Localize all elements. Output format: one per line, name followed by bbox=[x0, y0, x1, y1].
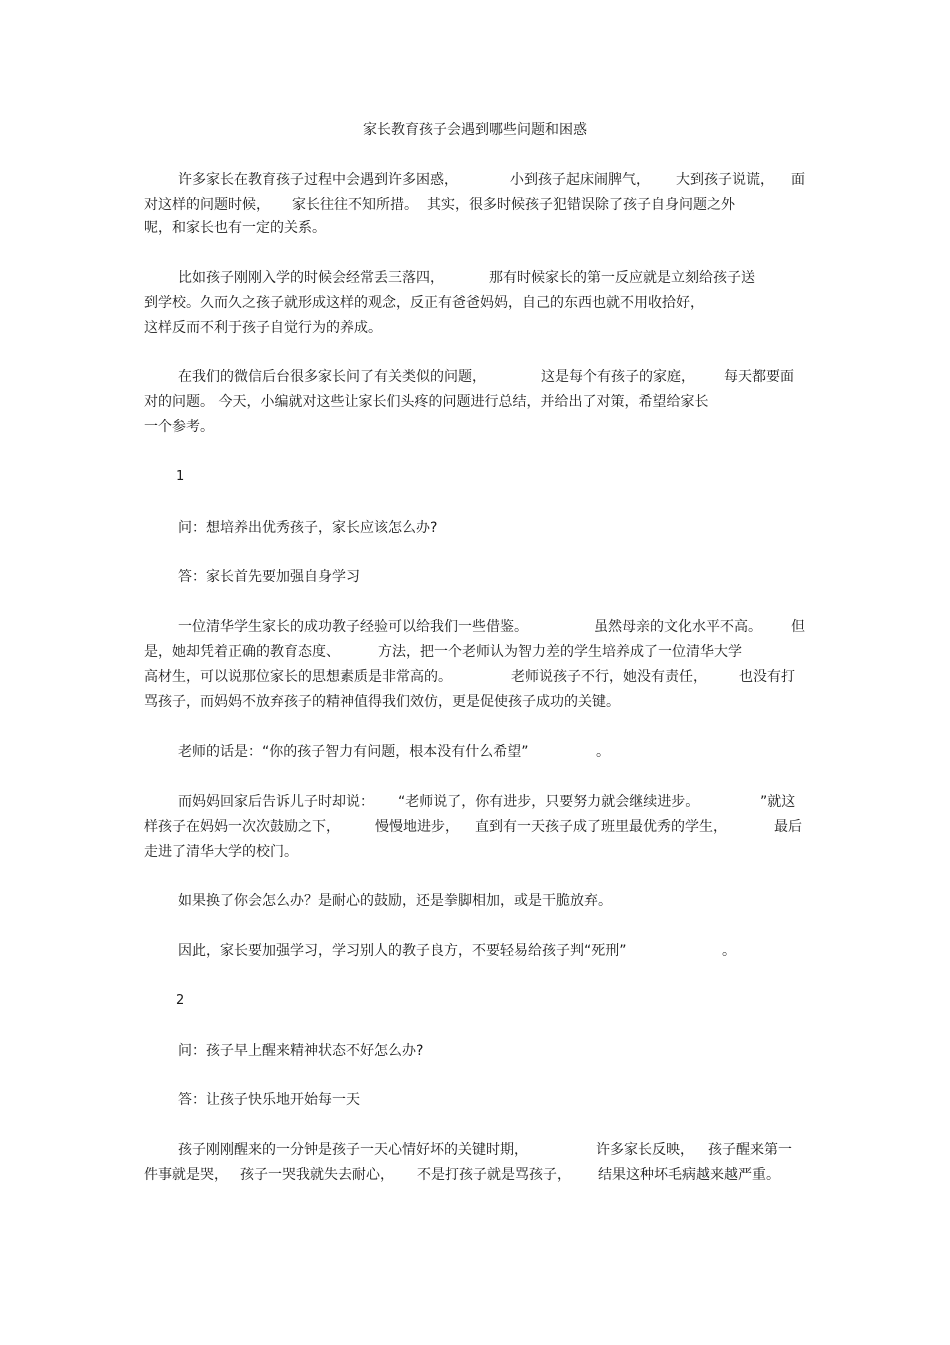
section-number: 2 bbox=[176, 993, 185, 1008]
text-line: 其实，很多时候孩子犯错误除了孩子自身问题之外 bbox=[427, 197, 735, 213]
text-line: ”就这 bbox=[760, 794, 796, 810]
paragraph-7: 如果换了你会怎么办？是耐心的鼓励，还是拳脚相加，或是干脆放弃。 bbox=[178, 893, 612, 909]
document-title: 家长教育孩子会遇到哪些问题和困惑 bbox=[363, 122, 587, 138]
text-line: 是，她却凭着正确的教育态度、 bbox=[144, 644, 340, 660]
text-line: 许多家长在教育孩子过程中会遇到许多困惑， bbox=[178, 172, 458, 188]
question: 问：想培养出优秀孩子，家长应该怎么办? bbox=[178, 520, 438, 536]
answer: 答：让孩子快乐地开始每一天 bbox=[178, 1092, 360, 1108]
text-line: 骂孩子，而妈妈不放弃孩子的精神值得我们效仿，更是促使孩子成功的关键。 bbox=[144, 694, 620, 710]
text-line: 也没有打 bbox=[739, 669, 795, 685]
text-line: 呢，和家长也有一定的关系。 bbox=[144, 220, 326, 236]
text-line: 这是每个有孩子的家庭， bbox=[541, 369, 695, 385]
text-line: 面 bbox=[791, 172, 805, 188]
text-line: 样孩子在妈妈一次次鼓励之下， bbox=[144, 819, 340, 835]
text-line: 方法，把一个老师认为智力差的学生培养成了一位清华大学 bbox=[378, 644, 742, 660]
text-line: 虽然母亲的文化水平不高。 bbox=[594, 619, 762, 635]
text-line: 件事就是哭， bbox=[144, 1167, 228, 1183]
text-line: 孩子一哭我就失去耐心， bbox=[240, 1167, 394, 1183]
text-line: 许多家长反映， bbox=[596, 1142, 694, 1158]
question: 问：孩子早上醒来精神状态不好怎么办? bbox=[178, 1043, 424, 1059]
text-line: 小到孩子起床闹脾气， bbox=[510, 172, 650, 188]
text-line: 比如孩子刚刚入学的时候会经常丢三落四， bbox=[178, 270, 444, 286]
text-line: 但 bbox=[791, 619, 805, 635]
text-line: 这样反而不利于孩子自觉行为的养成。 bbox=[144, 320, 382, 336]
text-line: 一个参考。 bbox=[144, 419, 214, 435]
text-line: 不是打孩子就是骂孩子， bbox=[417, 1167, 571, 1183]
text-line: 最后 bbox=[774, 819, 802, 835]
text-line: 孩子醒来第一 bbox=[708, 1142, 792, 1158]
text-line: 每天都要面 bbox=[724, 369, 794, 385]
section-number: 1 bbox=[176, 469, 185, 484]
text-line: 直到有一天孩子成了班里最优秀的学生， bbox=[475, 819, 727, 835]
text-line: 老师说孩子不行，她没有责任， bbox=[511, 669, 707, 685]
text-line: 对的问题。 今天，小编就对这些让家长们头疼的问题进行总结，并给出了对策，希望给家长 bbox=[144, 394, 709, 410]
text-line: 家长往往不知所措。 bbox=[292, 197, 418, 213]
text-line: 结果这种坏毛病越来越严重。 bbox=[598, 1167, 780, 1183]
text-line: 走进了清华大学的校门。 bbox=[144, 844, 298, 860]
text-line: 一位清华学生家长的成功教子经验可以给我们一些借鉴。 bbox=[178, 619, 528, 635]
text-line: 慢慢地进步， bbox=[375, 819, 459, 835]
text-line: 。 bbox=[596, 744, 610, 760]
text-line: 因此，家长要加强学习，学习别人的教子良方，不要轻易给孩子判“死刑” bbox=[178, 943, 627, 959]
text-line: 对这样的问题时候， bbox=[144, 197, 270, 213]
text-line: 。 bbox=[722, 943, 736, 959]
text-line: “老师说了，你有进步，只要努力就会继续进步。 bbox=[398, 794, 700, 810]
text-line: 而妈妈回家后告诉儿子时却说： bbox=[178, 794, 374, 810]
text-line: 到学校。久而久之孩子就形成这样的观念，反正有爸爸妈妈，自己的东西也就不用收拾好， bbox=[144, 295, 704, 311]
text-line: 在我们的微信后台很多家长问了有关类似的问题， bbox=[178, 369, 486, 385]
answer: 答：家长首先要加强自身学习 bbox=[178, 569, 360, 585]
text-line: 大到孩子说谎， bbox=[676, 172, 774, 188]
text-line: 那有时候家长的第一反应就是立刻给孩子送 bbox=[489, 270, 755, 286]
text-line: 高材生，可以说那位家长的思想素质是非常高的。 bbox=[144, 669, 452, 685]
text-line: 老师的话是：“你的孩子智力有问题，根本没有什么希望” bbox=[178, 744, 529, 760]
text-line: 孩子刚刚醒来的一分钟是孩子一天心情好坏的关键时期， bbox=[178, 1142, 528, 1158]
